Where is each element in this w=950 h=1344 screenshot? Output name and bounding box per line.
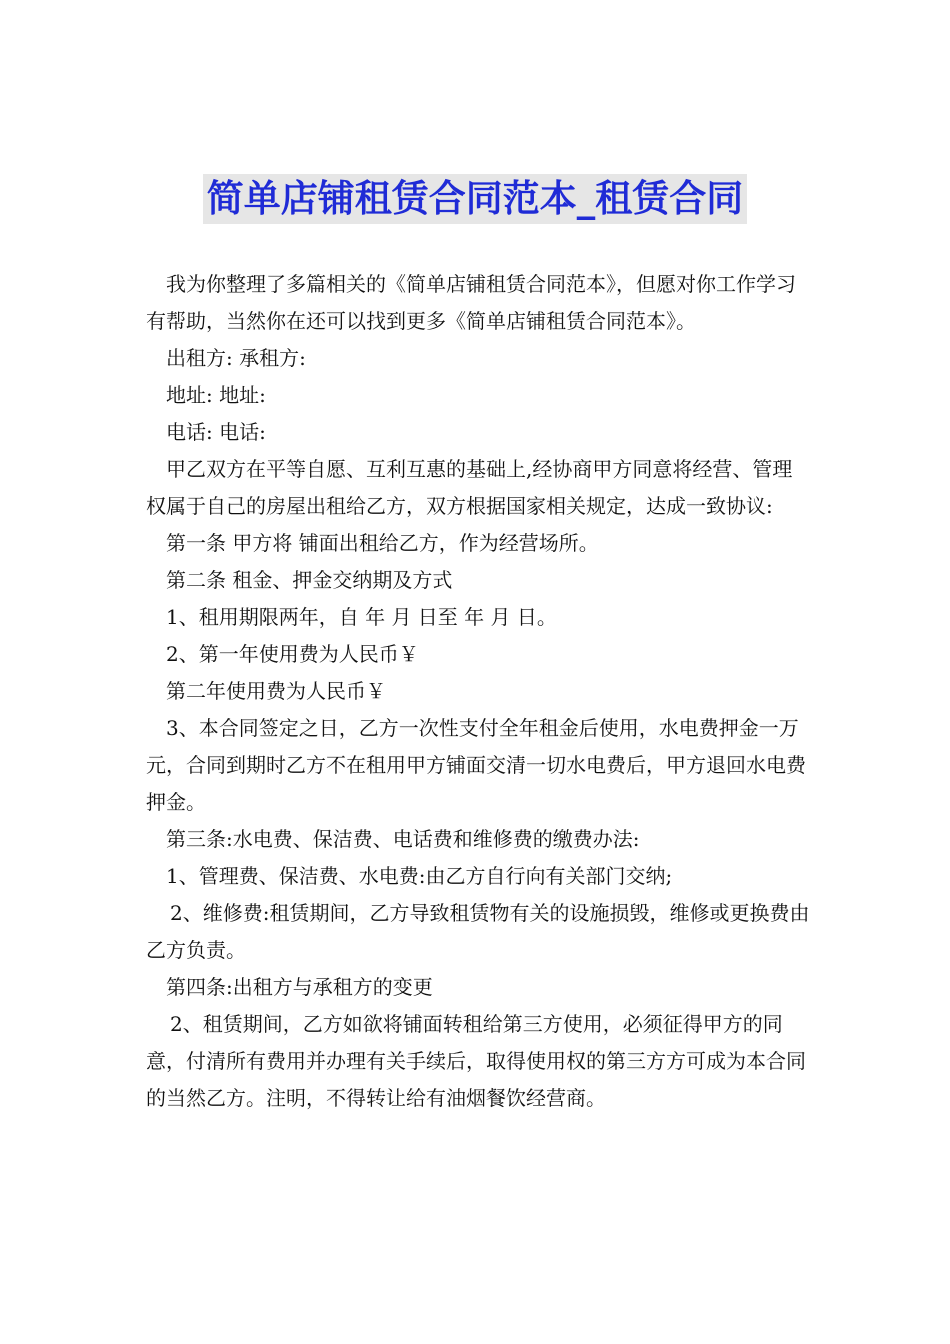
document-body (146, 266, 810, 1117)
title-container (0, 174, 950, 224)
address-line: 地址: 地址: (166, 383, 266, 407)
article-3-item-2: 2、维修费:租赁期间，乙方导致租赁物有关的设施损毁，维修或更换费由乙方负责。 (146, 901, 810, 962)
article-2-item-2: 2、第一年使用费为人民币￥ (166, 642, 419, 666)
intro-paragraph: 我为你整理了多篇相关的《简单店铺租赁合同范本》，但愿对你工作学习有帮助，当然你在还可以找到更多《简单店铺租赁合同范本》。 (146, 272, 796, 333)
party-line: 出租方: 承租方: (166, 346, 306, 370)
article-1: 第一条 甲方将 铺面出租给乙方，作为经营场所。 (166, 531, 599, 555)
article-2-item-3: 3、本合同签定之日，乙方一次性支付全年租金后使用，水电费押金一万元，合同到期时乙方不在租用甲方铺面交清一切水电费后，甲方退回水电费押金。 (146, 716, 806, 814)
phone-line: 电话: 电话: (166, 420, 266, 444)
article-2-item-1: 1、租用期限两年，自 年 月 日至 年 月 日。 (166, 605, 557, 629)
article-2-heading: 第二条 租金、押金交纳期及方式 (166, 568, 453, 592)
document-title: 简单店铺租赁合同范本_租赁合同 (203, 174, 748, 224)
article-2-item-2b: 第二年使用费为人民币￥ (166, 679, 386, 703)
article-3-item-1: 1、管理费、保洁费、水电费:由乙方自行向有关部门交纳; (166, 864, 673, 888)
agreement-paragraph: 甲乙双方在平等自愿、互利互惠的基础上,经协商甲方同意将经营、管理权属于自己的房屋出租给乙方，双方根据国家相关规定，达成一致协议: (146, 457, 793, 518)
article-4-heading: 第四条:出租方与承租方的变更 (166, 975, 433, 999)
article-3-heading: 第三条:水电费、保洁费、电话费和维修费的缴费办法: (166, 827, 640, 851)
article-4-item-2: 2、租赁期间，乙方如欲将铺面转租给第三方使用，必须征得甲方的同意，付清所有费用并办理有关手续后，取得使用权的第三方方可成为本合同的当然乙方。注明，不得转让给有油烟餐饮经营商。 (146, 1012, 806, 1110)
